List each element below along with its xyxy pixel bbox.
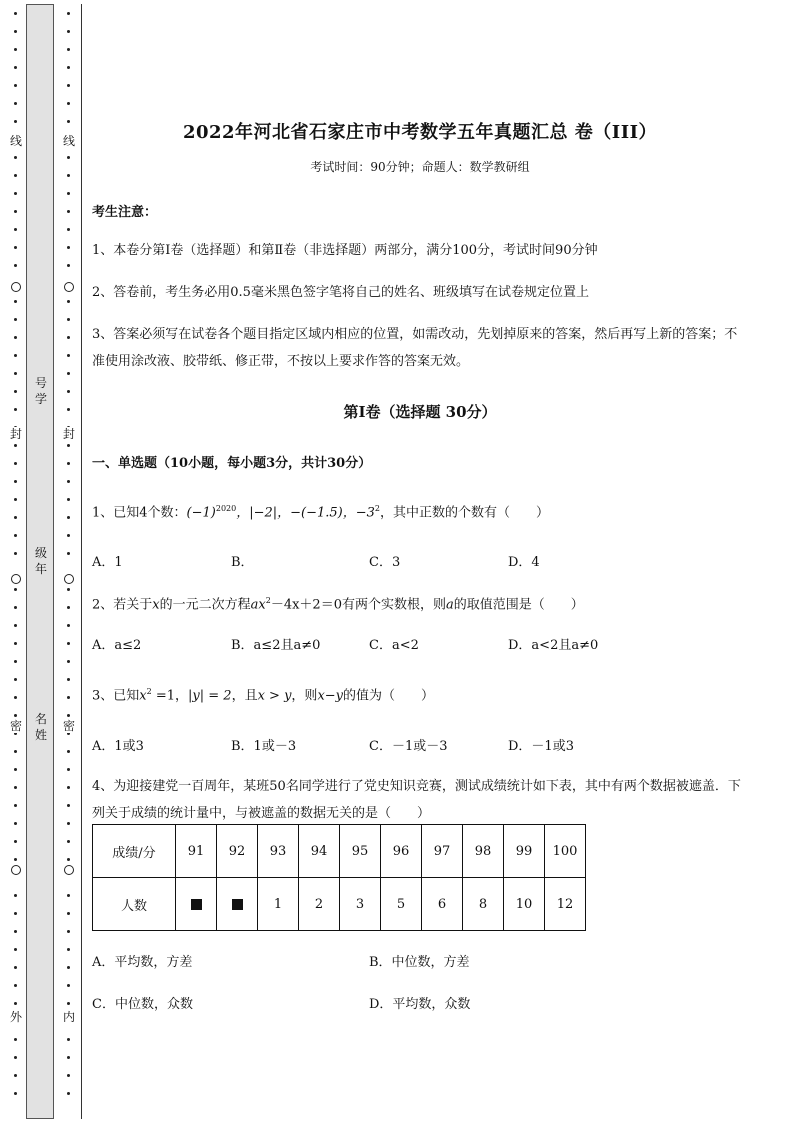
- table-cell: 91: [176, 825, 217, 878]
- seal-char: 密: [62, 719, 75, 733]
- q3-text: 3、已知: [92, 688, 140, 704]
- binding-dot: [67, 516, 70, 519]
- table-cell: 93: [258, 825, 299, 878]
- table-cell: 10: [504, 878, 545, 931]
- q1-expr1: (−1): [186, 505, 216, 521]
- binding-dot: [14, 390, 17, 393]
- binding-dot: [67, 462, 70, 465]
- binding-dot: [67, 786, 70, 789]
- q1-option-b[interactable]: B．: [231, 555, 254, 570]
- binding-dot: [14, 678, 17, 681]
- binding-dot: [67, 156, 70, 159]
- binding-dot: [14, 354, 17, 357]
- binding-dot: [14, 804, 17, 807]
- q3-cond: x > y: [257, 688, 292, 704]
- binding-dot: [67, 12, 70, 15]
- q2-var-a: a: [446, 597, 454, 613]
- binding-dot: [67, 246, 70, 249]
- binding-dot: [67, 192, 70, 195]
- q2-eq-exp: 2: [265, 596, 271, 605]
- q4-option-a[interactable]: A．平均数，方差: [92, 955, 193, 970]
- binding-dot: [67, 588, 70, 591]
- binding-dot: [14, 516, 17, 519]
- section-title: 第I卷（选择题 30分）: [343, 403, 497, 421]
- seal-char: 线: [9, 134, 22, 148]
- binding-dot: [67, 678, 70, 681]
- name-label: 名 姓: [34, 712, 47, 742]
- binding-dot: [14, 588, 17, 591]
- binding-dot: [67, 102, 70, 105]
- q1-exp1: 2020: [215, 504, 237, 513]
- question-2: [92, 589, 748, 617]
- binding-dot: [67, 66, 70, 69]
- table-cell: 3: [340, 878, 381, 931]
- binding-dot: [67, 1038, 70, 1041]
- binding-ring: [64, 865, 74, 875]
- question-4: 4、为迎接建党一百周年，某班50名同学进行了党史知识竞赛，测试成绩统计如下表，其中有两个数据被遮盖．下列关于成绩的统计量中，与被遮盖的数据无关的是（ ）: [92, 779, 741, 821]
- binding-dot: [14, 156, 17, 159]
- binding-dot: [14, 930, 17, 933]
- binding-dot: [67, 948, 70, 951]
- q2-var-x: x: [152, 597, 160, 613]
- table-cell: 12: [545, 878, 586, 931]
- binding-dot: [67, 444, 70, 447]
- binding-dot: [14, 714, 17, 717]
- seal-char: 封: [62, 427, 75, 441]
- q3-option-b[interactable]: B．1或－3: [231, 739, 297, 754]
- q4-option-d[interactable]: D．平均数，众数: [369, 997, 471, 1012]
- q3-option-a[interactable]: A．1或3: [92, 739, 144, 754]
- binding-dot: [14, 840, 17, 843]
- binding-dot: [14, 822, 17, 825]
- binding-dot: [14, 318, 17, 321]
- table-cell: 100: [545, 825, 586, 878]
- notice-item: 2、答卷前，考生务必用0.5毫米黑色签字笔将自己的姓名、班级填写在试卷规定位置上: [92, 285, 589, 300]
- binding-dot: [14, 1092, 17, 1095]
- binding-dot: [67, 804, 70, 807]
- notice-item: 1、本卷分第I卷（选择题）和第Ⅱ卷（非选择题）两部分，满分100分，考试时间90分钟: [92, 243, 598, 258]
- q3-eq-exp: 2: [146, 687, 152, 696]
- binding-dot: [67, 930, 70, 933]
- binding-dot: [67, 210, 70, 213]
- q3-expr: x−y: [317, 688, 344, 704]
- q2-option-b[interactable]: B．a≤2且a≠0: [231, 638, 321, 653]
- table-cell: 2: [299, 878, 340, 931]
- binding-dot: [14, 912, 17, 915]
- binding-dot: [14, 264, 17, 267]
- table-cell: 成绩/分: [93, 825, 176, 878]
- q3-option-d[interactable]: D．－1或3: [508, 739, 574, 754]
- binding-dot: [14, 210, 17, 213]
- q2-option-c[interactable]: C．a<2: [369, 638, 419, 653]
- binding-dot: [14, 246, 17, 249]
- table-cell: [217, 878, 258, 931]
- binding-dot: [67, 30, 70, 33]
- binding-dot: [14, 12, 17, 15]
- q2-option-d[interactable]: D．a<2且a≠0: [508, 638, 599, 653]
- table-cell: 96: [381, 825, 422, 878]
- binding-dot: [14, 966, 17, 969]
- table-row: [93, 878, 586, 931]
- binding-dot: [67, 966, 70, 969]
- binding-dot: [14, 498, 17, 501]
- binding-dot: [14, 1056, 17, 1059]
- binding-dot: [67, 1074, 70, 1077]
- binding-dot: [14, 120, 17, 123]
- seal-char: 密: [9, 719, 22, 733]
- binding-dot: [67, 624, 70, 627]
- inner-dot-line: [63, 4, 75, 1119]
- q3-text: ，且: [231, 688, 258, 704]
- binding-dot: [14, 102, 17, 105]
- binding-dot: [14, 552, 17, 555]
- binding-dot: [67, 390, 70, 393]
- binding-dot: [14, 642, 17, 645]
- q1-expr2: ，|−2|，−(−1.5)，−3: [236, 505, 375, 521]
- table-cell: 98: [463, 825, 504, 878]
- binding-dot: [67, 894, 70, 897]
- outer-dot-line: [10, 4, 22, 1119]
- table-cell: 5: [381, 878, 422, 931]
- seal-char: 线: [62, 134, 75, 148]
- binding-dot: [14, 696, 17, 699]
- binding-dot: [67, 1092, 70, 1095]
- q2-eq: ax: [250, 597, 266, 613]
- binding-dot: [67, 660, 70, 663]
- table-row: [93, 825, 586, 878]
- binding-dot: [67, 768, 70, 771]
- seal-char: 外: [9, 1010, 22, 1024]
- q2-text: 有两个实数根，则: [341, 597, 446, 613]
- binding-dot: [14, 606, 17, 609]
- binding-dot: [14, 948, 17, 951]
- binding-dot: [67, 318, 70, 321]
- binding-dot: [67, 354, 70, 357]
- binding-dot: [67, 750, 70, 753]
- binding-ring: [64, 574, 74, 584]
- binding-dot: [67, 714, 70, 717]
- binding-dot: [14, 750, 17, 753]
- table-cell: 97: [422, 825, 463, 878]
- binding-ring: [11, 574, 21, 584]
- binding-separator: [81, 4, 82, 1119]
- question-1: [92, 497, 748, 525]
- table-cell: 6: [422, 878, 463, 931]
- binding-dot: [67, 840, 70, 843]
- binding-dot: [14, 984, 17, 987]
- binding-ring: [11, 865, 21, 875]
- q1-option-c[interactable]: C．3: [369, 555, 401, 570]
- q2-text: 2、若关于: [92, 597, 153, 613]
- binding-dot: [67, 336, 70, 339]
- question-3: [92, 680, 748, 708]
- binding-dot: [67, 498, 70, 501]
- binding-dot: [14, 768, 17, 771]
- q3-text: 的值为（ ）: [343, 688, 435, 704]
- outer-binding-column: [10, 4, 22, 1119]
- q1-prefix: 1、已知4个数：: [92, 505, 187, 521]
- binding-dot: [14, 1002, 17, 1005]
- binding-dot: [67, 408, 70, 411]
- binding-dot: [67, 822, 70, 825]
- binding-dot: [67, 984, 70, 987]
- binding-dot: [67, 264, 70, 267]
- binding-dot: [67, 120, 70, 123]
- binding-dot: [67, 642, 70, 645]
- q2-eq: －4x＋2＝0: [270, 597, 342, 613]
- binding-dot: [67, 606, 70, 609]
- binding-dot: [67, 300, 70, 303]
- binding-dot: [14, 30, 17, 33]
- q1-option-d[interactable]: D．4: [508, 555, 540, 570]
- inner-binding-column: [63, 4, 75, 1119]
- q2-text: 的取值范围是（ ）: [453, 597, 584, 613]
- notice-heading: 考生注意：: [92, 205, 158, 220]
- binding-dot: [14, 66, 17, 69]
- binding-dot: [14, 444, 17, 447]
- binding-dot: [14, 858, 17, 861]
- binding-dot: [67, 552, 70, 555]
- covered-block-icon: [191, 899, 202, 910]
- binding-dot: [14, 462, 17, 465]
- binding-dot: [14, 336, 17, 339]
- binding-dot: [14, 534, 17, 537]
- q3-eq: x: [139, 688, 147, 704]
- table-cell: 94: [299, 825, 340, 878]
- exam-subtitle: 考试时间：90分钟；命题人：数学教研组: [310, 160, 530, 174]
- q1-suffix: ，其中正数的个数有（ ）: [380, 505, 550, 521]
- binding-dot: [67, 372, 70, 375]
- score-table: [92, 824, 586, 931]
- notice-item: 3、答案必须写在试卷各个题目指定区域内相应的位置，如需改动，先划掉原来的答案，然后再写上新的答案；不准使用涂改液、胶带纸、修正带，不按以上要求作答的答案无效。: [92, 327, 738, 369]
- q4-option-c[interactable]: C．中位数，众数: [92, 997, 193, 1012]
- binding-dot: [14, 480, 17, 483]
- binding-ring: [11, 282, 21, 292]
- seal-char: 封: [9, 427, 22, 441]
- binding-dot: [14, 624, 17, 627]
- binding-dot: [67, 858, 70, 861]
- class-label: 级 年: [34, 546, 47, 576]
- binding-dot: [14, 192, 17, 195]
- binding-dot: [14, 408, 17, 411]
- binding-dot: [67, 1056, 70, 1059]
- binding-dot: [14, 300, 17, 303]
- binding-dot: [14, 786, 17, 789]
- binding-dot: [14, 48, 17, 51]
- binding-dot: [67, 696, 70, 699]
- binding-dot: [14, 660, 17, 663]
- q2-text: 的一元二次方程: [159, 597, 251, 613]
- binding-ring: [64, 282, 74, 292]
- q1-option-a[interactable]: A．1: [92, 555, 123, 570]
- q3-eq: |y| = 2: [188, 688, 232, 704]
- student-info-strip: [26, 4, 54, 1119]
- student-id-label: 号 学: [34, 376, 47, 406]
- table-cell: 92: [217, 825, 258, 878]
- binding-dot: [14, 1074, 17, 1077]
- covered-block-icon: [232, 899, 243, 910]
- binding-dot: [14, 372, 17, 375]
- binding-dot: [67, 228, 70, 231]
- q3-option-c[interactable]: C．－1或－3: [369, 739, 448, 754]
- q4-option-b[interactable]: B．中位数，方差: [369, 955, 470, 970]
- table-cell: 8: [463, 878, 504, 931]
- table-cell: [176, 878, 217, 931]
- table-cell: 人数: [93, 878, 176, 931]
- binding-dot: [67, 1002, 70, 1005]
- q2-option-a[interactable]: A．a≤2: [92, 638, 142, 653]
- q3-eq: =1，: [151, 688, 189, 704]
- q3-text: ，则: [291, 688, 318, 704]
- q1-exp2: 2: [374, 504, 381, 513]
- binding-dot: [67, 480, 70, 483]
- exam-title: 2022年河北省石家庄市中考数学五年真题汇总 卷（III）: [182, 122, 658, 143]
- table-cell: 95: [340, 825, 381, 878]
- table-cell: 1: [258, 878, 299, 931]
- binding-dot: [67, 912, 70, 915]
- part-heading: 一、单选题（10小题，每小题3分，共计30分）: [92, 456, 372, 471]
- binding-dot: [14, 1038, 17, 1041]
- binding-dot: [67, 84, 70, 87]
- seal-char: 内: [62, 1010, 75, 1024]
- binding-dot: [67, 534, 70, 537]
- binding-dot: [14, 84, 17, 87]
- binding-dot: [67, 48, 70, 51]
- binding-dot: [14, 894, 17, 897]
- binding-dot: [14, 228, 17, 231]
- binding-dot: [14, 174, 17, 177]
- table-cell: 99: [504, 825, 545, 878]
- binding-dot: [67, 174, 70, 177]
